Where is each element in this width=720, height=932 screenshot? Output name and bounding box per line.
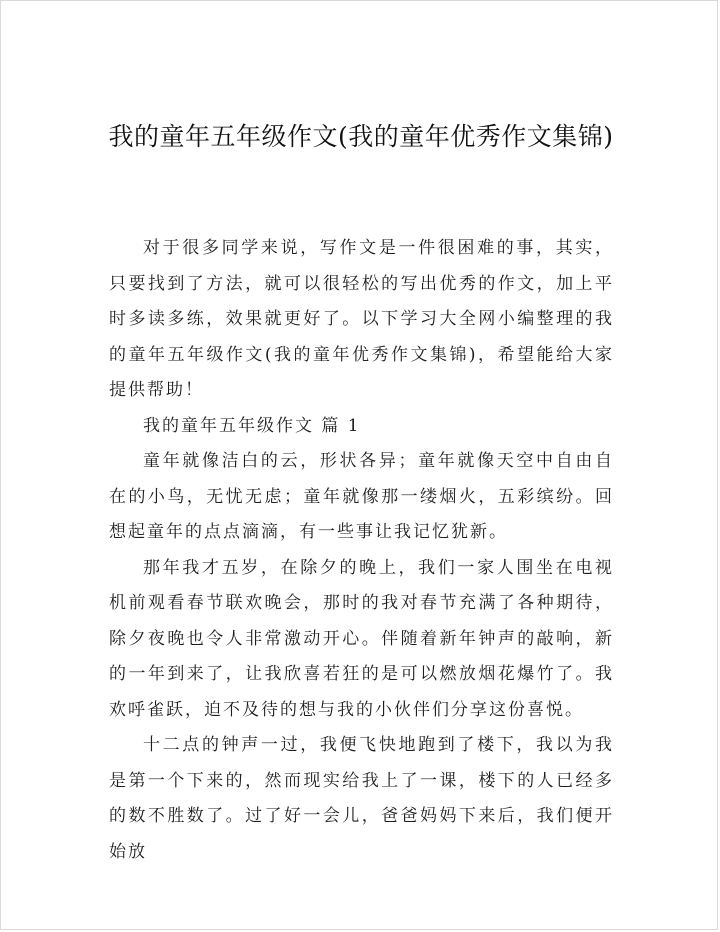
body-paragraph: 童年就像洁白的云，形状各异；童年就像天空中自由自在的小鸟，无忧无虑；童年就像那一缕烟火，五彩缤纷。回想起童年的点点滴滴，有一些事让我记忆犹新。 <box>109 451 614 542</box>
body-paragraph: 那年我才五岁，在除夕的晚上，我们一家人围坐在电视机前观看春节联欢晚会，那时的我对春节充满了各种期待，除夕夜晚也令人非常激动开心。伴随着新年钟声的敲响，新的一年到来了，让我欣喜若狂的是可以燃放烟花爆竹了。我欢呼雀跃，迫不及待的想与我的小伙伴们分享这份喜悦。 <box>109 557 614 720</box>
body-paragraph: 十二点的钟声一过，我便飞快地跑到了楼下，我以为我是第一个下来的，然而现实给我上了一课，楼下的人已经多的数不胜数了。过了好一会儿，爸爸妈妈下来后，我们便开始放 <box>109 735 614 862</box>
document-body <box>109 231 614 870</box>
document-title: 我的童年五年级作文(我的童年优秀作文集锦) <box>108 122 614 151</box>
intro-paragraph: 对于很多同学来说，写作文是一件很困难的事，其实，只要找到了方法，就可以很轻松的写出优秀的作文，加上平时多读多练，效果就更好了。以下学习大全网小编整理的我的童年五年级作文(我的童年优秀作文集锦)，希望能给大家提供帮助！ <box>109 238 614 400</box>
section-heading: 我的童年五年级作文 篇 1 <box>143 415 361 436</box>
